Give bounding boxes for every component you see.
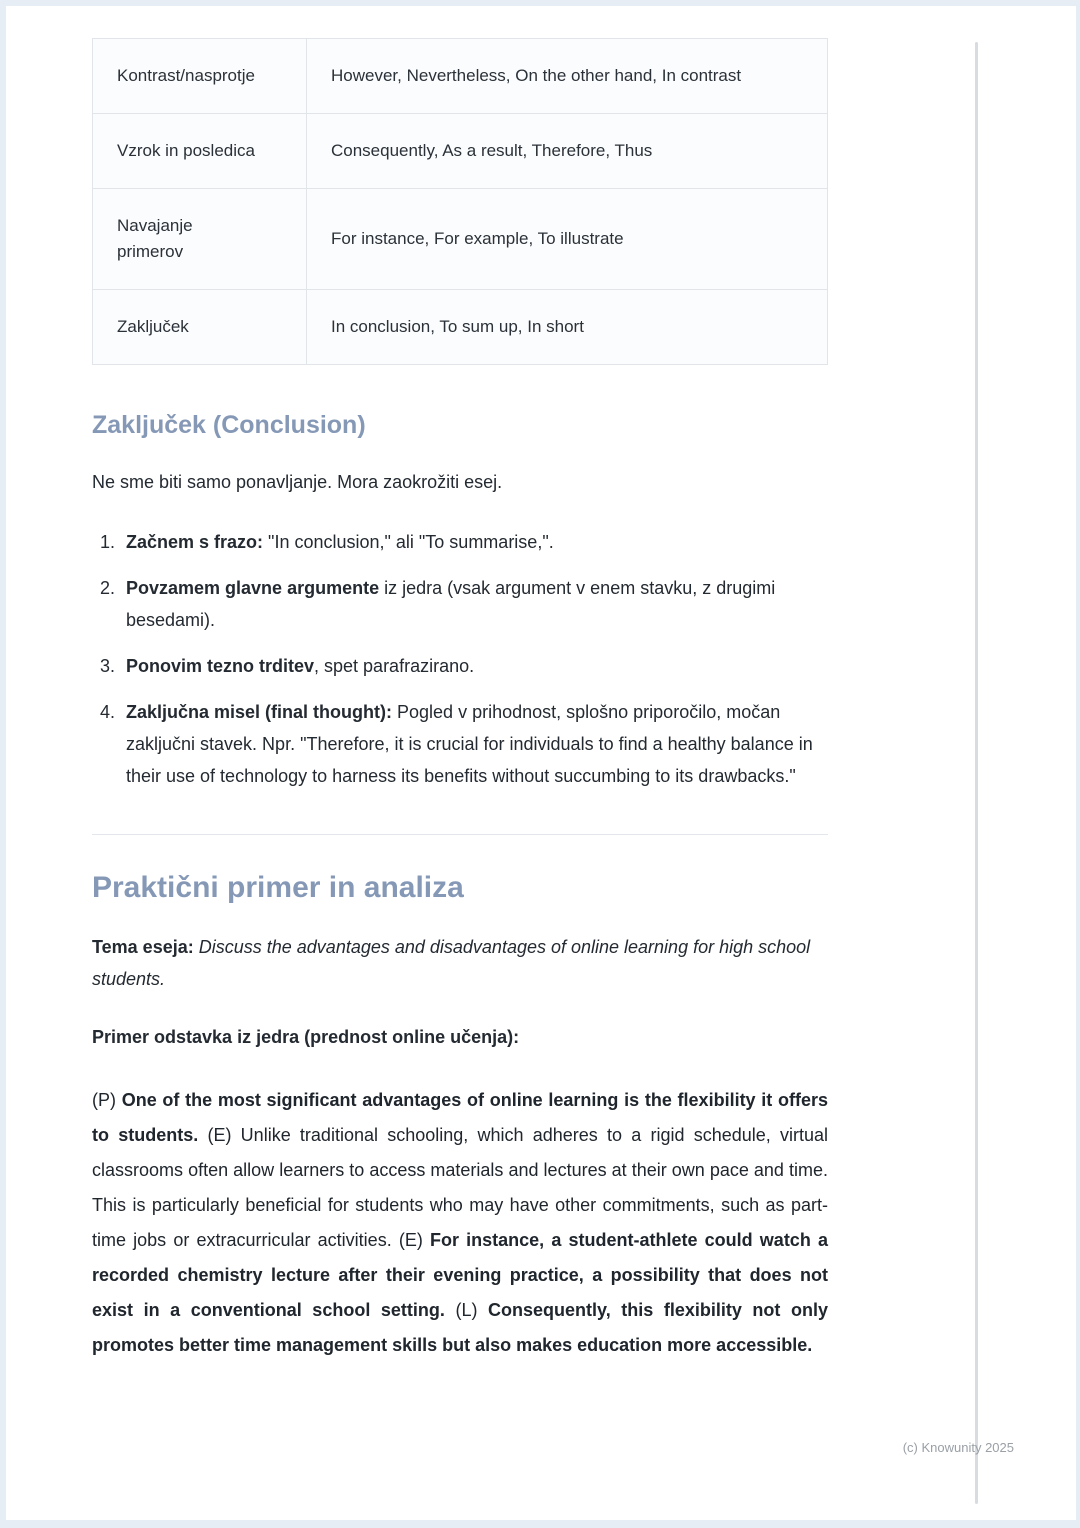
text-segment: For instance, a student-athlete could watch a recorded chemistry lecture after their evening practice, a possibility that does not exist in a conventional school setting. [92, 1230, 828, 1320]
text-segment: Povzamem glavne argumente [126, 578, 380, 598]
practical-heading: Praktični primer in analiza [92, 871, 464, 904]
list-item [92, 572, 828, 636]
table-row [93, 290, 828, 365]
scrollbar[interactable] [975, 42, 978, 1504]
category-label: Zaključek [117, 317, 189, 336]
table-cell-category [93, 290, 307, 365]
text-segment: Ponovim tezno trditev [126, 656, 315, 676]
text-segment: (E) Unlike traditional schooling, which adheres to a rigid schedule, virtual classrooms often allow learners to access materials and lectures at their own pace and time. This is particularly beneficial for students who may have other commitments, such as part-time jobs or extracurricular activities. (E) [92, 1125, 829, 1250]
text-segment: iz jedra (vsak argument v enem stavku, z drugimi besedami). [126, 578, 776, 630]
list-item [92, 650, 828, 682]
table-row [93, 189, 828, 290]
category-label: Navajanje primerov [117, 216, 193, 261]
text-segment: Discuss the advantages and disadvantages of online learning for high school students. [92, 937, 811, 989]
conclusion-heading: Zaključek (Conclusion) [92, 411, 366, 439]
text-segment: (P) [92, 1090, 122, 1110]
table-row [93, 114, 828, 189]
example-paragraph-label: Primer odstavka iz jedra (prednost online učenja): [92, 1027, 520, 1047]
text-segment: Pogled v prihodnost, splošno priporočilo, močan zaključni stavek. Npr. "Therefore, it is crucial for individuals to find a healthy balance in their use of technology to harness its benefits without succumbing to its drawbacks." [126, 702, 813, 786]
section-divider [92, 834, 828, 835]
text-segment: , spet parafrazirano. [314, 656, 475, 676]
table-cell-phrases: However, Nevertheless, On the other hand, In contrast [307, 39, 828, 114]
list-item [92, 526, 828, 558]
table-cell-category [93, 39, 307, 114]
watermark: (c) Knowunity 2025 [902, 1440, 1014, 1455]
table-cell-phrases: For instance, For example, To illustrate [307, 189, 828, 290]
table-cell-category [93, 114, 307, 189]
table-row [93, 39, 828, 114]
text-segment: Zaključna misel (final thought): [126, 702, 393, 722]
table-cell-category [93, 189, 307, 290]
essay-topic [92, 931, 828, 995]
linking-words-table [92, 38, 828, 365]
text-segment: Tema eseja: [92, 937, 194, 957]
text-segment: (L) [444, 1300, 489, 1320]
table-cell-phrases: Consequently, As a result, Therefore, Thus [307, 114, 828, 189]
essay-body-paragraph [92, 1083, 828, 1363]
table-cell-phrases: In conclusion, To sum up, In short [307, 290, 828, 365]
text-segment: One of the most significant advantages of online learning is the flexibility it offers to students. [92, 1090, 828, 1145]
text-segment: Začnem s frazo: [126, 532, 264, 552]
document-content [92, 6, 828, 1363]
category-label: Kontrast/nasprotje [117, 66, 255, 85]
conclusion-intro: Ne sme biti samo ponavljanje. Mora zaokrožiti esej. [92, 472, 503, 492]
list-item [92, 696, 828, 792]
conclusion-steps-list [92, 526, 828, 792]
category-label: Vzrok in posledica [117, 141, 255, 160]
document-page [6, 6, 1076, 1520]
text-segment: Consequently, this flexibility not only promotes better time management skills but also makes education more accessible. [92, 1300, 828, 1355]
text-segment: "In conclusion," ali "To summarise,". [263, 532, 554, 552]
